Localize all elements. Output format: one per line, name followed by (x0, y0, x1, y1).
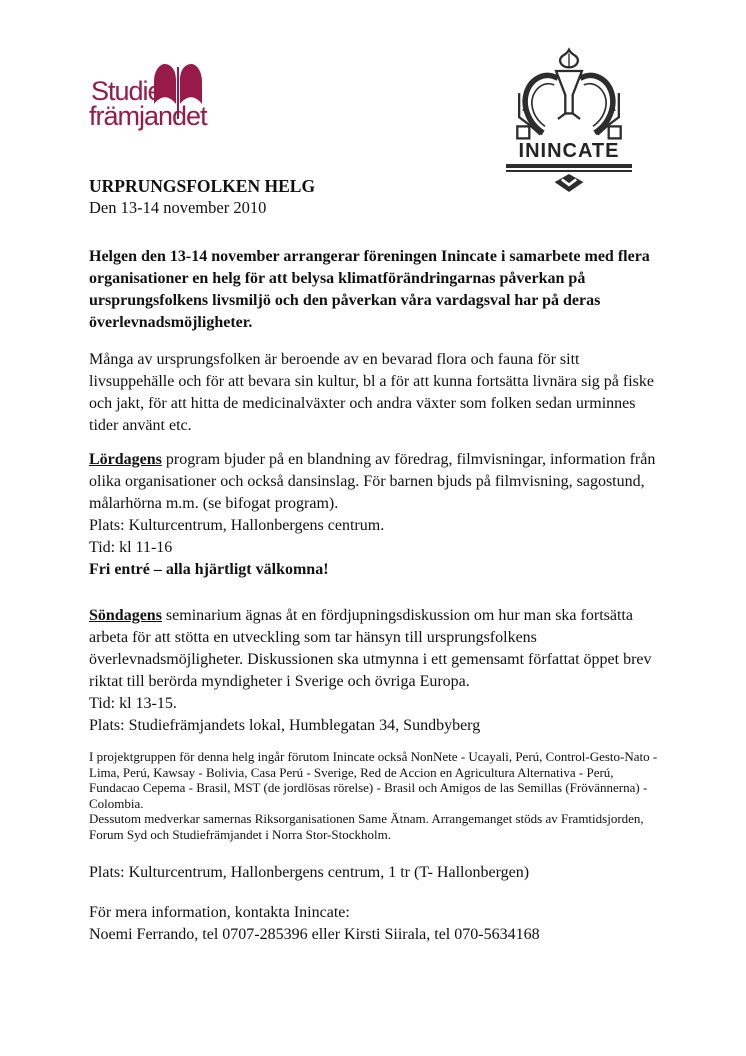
supporters-paragraph: Dessutom medverkar samernas Riksorganisationen Same Ätnam. Arrangemanget stöds av Framtidsjorden, Forum Syd och Studiefrämjandet i Norra Stor-Stockholm. (89, 811, 644, 842)
saturday-lead-word: Lördagens (89, 451, 162, 468)
studieframjandet-logo-line1: Studie (91, 76, 162, 106)
saturday-place-line: Plats: Kulturcentrum, Hallonbergens centrum. (89, 517, 385, 534)
inincate-logo-rule-thick (506, 164, 632, 168)
contact-phones-line: Noemi Ferrando, tel 0707-285396 eller Kirsti Siirala, tel 070-5634168 (89, 926, 540, 943)
project-group-paragraph: I projektgruppen för denna helg ingår förutom Inincate också NonNete - Ucayali, Perú, Control-Gesto-Nato - Lima, Perú, Kawsay - Bolivia, Casa Perú - Sverige, Red de Accion en Agricultura Alternativa - Perú, Fundacao Cepema - Brasil, MST (de jordlösas rörelse) - Brasil och Amigos de las Semillas (Frövännerna) - Colombia. (89, 749, 658, 811)
sunday-place-line: Plats: Studiefrämjandets lokal, Humblegatan 34, Sundbyberg (89, 717, 481, 734)
venue-line: Plats: Kulturcentrum, Hallonbergens centrum, 1 tr (T- Hallonbergen) (89, 864, 530, 881)
saturday-time-line: Tid: kl 11-16 (89, 539, 173, 556)
contact-section (89, 902, 667, 946)
inincate-logo-rule-thin (506, 170, 632, 172)
inincate-emblem-icon (507, 47, 631, 143)
studieframjandet-logo (89, 60, 249, 132)
project-group-section (89, 749, 667, 842)
sunday-seminar-paragraph (89, 605, 667, 693)
inincate-logo (506, 47, 632, 193)
inincate-logo-wordmark: ININCATE (518, 140, 620, 162)
saturday-program-text: program bjuder på en blandning av föredrag, filmvisningar, information från olika organisationer och också dansinslag. För barnen bjuds på filmvisning, sagostund, målarhörna m.m. (se bifogat program). (89, 451, 656, 512)
studieframjandet-logo-line2: främjandet (89, 101, 207, 131)
contact-intro-line: För mera information, kontakta Inincate: (89, 904, 350, 921)
document-title: URPRUNGSFOLKEN HELG (89, 176, 316, 196)
free-entry-line: Fri entré – alla hjärtligt välkomna! (89, 561, 329, 578)
saturday-program-paragraph (89, 449, 667, 515)
sunday-seminar-text: seminarium ägnas åt en fördjupningsdiskussion om hur man ska fortsätta arbeta för att stötta en utveckling som tar hänsyn till ursprungsfolkens överlevnadsmöjligheter. Diskussionen ska utmynna i ett gemensamt författat öppet brev riktat till berörda myndigheter i Sverige och övriga Europa. (89, 607, 652, 690)
saturday-section (89, 449, 667, 581)
document-body (89, 176, 667, 946)
background-paragraph: Många av ursprungsfolken är beroende av en bevarad flora och fauna för sitt livsuppehälle och för att bevara sin kultur, bl a för att kunna fortsätta livnära sig på fiske och jakt, för att hitta de medicinalväxter och andra växter som folken sedan urminnes tider använt etc. (89, 351, 654, 434)
intro-paragraph: Helgen den 13-14 november arrangerar föreningen Inincate i samarbete med flera organisationer en helg för att belysa klimatförändringarnas påverkan på ursprungsfolkens livsmiljö och den påverkan våra vardagsval har på deras överlevnadsmöjligheter. (89, 248, 650, 331)
sunday-section (89, 605, 667, 737)
sunday-lead-word: Söndagens (89, 607, 162, 624)
document-date: Den 13-14 november 2010 (89, 198, 267, 217)
sunday-time-line: Tid: kl 13-15. (89, 695, 177, 712)
